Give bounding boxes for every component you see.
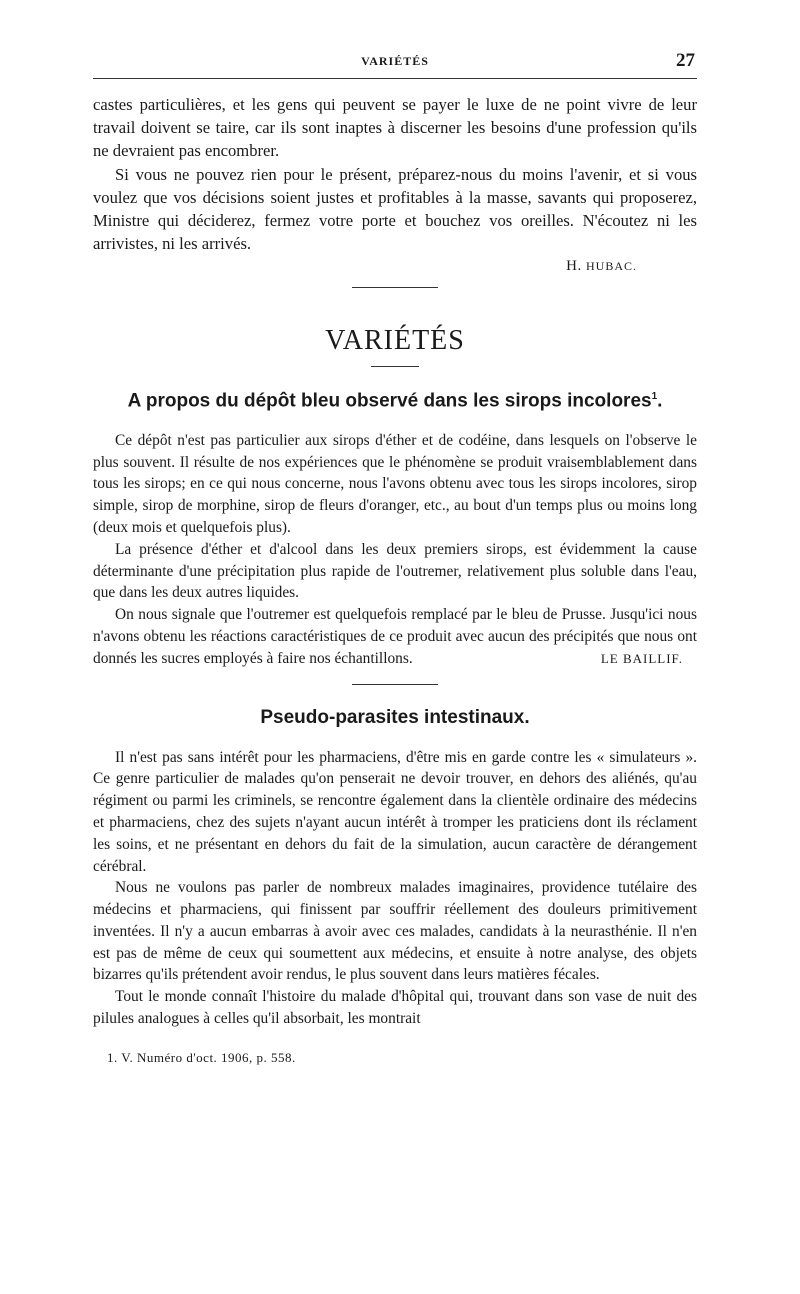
paragraph-text: On nous signale que l'outremer est quelquefois remplacé par le bleu de Prusse. Jusqu'ici nous n'avons obtenu les réactions caractéristiques de ce produit avec aucun des précipités que nous ont donnés les sucres employés à faire nos échantillons. (93, 606, 697, 667)
paragraph: castes particulières, et les gens qui peuvent se payer le luxe de ne point vivre de leur travail doivent se taire, car ils sont inaptes à discerner les besoins d'une profession qu'ils ne devraient pas encombrer. (93, 95, 697, 161)
signature-initial: H. (566, 258, 582, 275)
footnote: 1. V. Numéro d'oct. 1906, p. 558. (107, 1049, 296, 1065)
author-signature (93, 255, 697, 277)
running-head (93, 50, 697, 78)
article-title-text: A propos du dépôt bleu observé dans les sirops incolores (127, 390, 652, 412)
author-signature: LE BAILLIF. (600, 650, 683, 666)
paragraph: Nous ne voulons pas parler de nombreux malades imaginaires, providence tutélaire des médecins et pharmaciens, qui finissent par souffrir réellement des douleurs primitivement inventées. Il n'y a aucun embarras à avoir avec ces malades, candidats à la neurasthénie. Il n'en est pas de même de ceux qui soumettent aux médecins, et ensuite à notre analyse, des objets bizarres qu'ils prétendent avoir rendus, le plus souvent dans leurs matières fécales. (93, 879, 697, 984)
page-number: 27 (676, 50, 695, 71)
paragraph: Si vous ne pouvez rien pour le présent, préparez-nous du moins l'avenir, et si vous voulez que vos décisions soient justes et profitables à la masse, savants qui proposerez, Ministre qui déciderez, fermez votre porte et bouchez vos oreilles. N'écoutez ni les arrivistes, ni les arrivés. (93, 164, 697, 254)
article-title: A propos du dépôt bleu observé dans les sirops incolores$^1$. (127, 390, 663, 412)
paragraph: Il n'est pas sans intérêt pour les pharmaciens, d'être mis en garde contre les « simulateurs ». Ce genre particulier de malades qu'on penserait ne devoir trouver, en dehors des aliénés, qu'au régiment ou parmi les criminels, se rencontre également dans la clientèle ordinaire des médecins et pharmaciens, chez des sujets n'ayant aucun intérêt à tromper les praticiens dont ils réclament les soins, et ne présentant en dehors du fait de la simulation, aucun caractère de dérangement cérébral. (93, 748, 697, 875)
section-title: VARIÉTÉS (325, 325, 465, 357)
signature-name: HUBAC. (585, 259, 637, 274)
article-title: Pseudo-parasites intestinaux. (260, 706, 530, 728)
paragraph: La présence d'éther et d'alcool dans les deux premiers sirops, est évidemment la cause déterminante d'une précipitation plus rapide de l'outremer, relativement plus soluble dans l'eau, que dans les deux autres liquides. (93, 540, 697, 602)
article-body (93, 430, 697, 670)
article-body (93, 747, 697, 1030)
paragraph: Tout le monde connaît l'histoire du malade d'hôpital qui, trouvant dans son vase de nuit des pilules analogues à celles qu'il absorbait, les montrait (93, 988, 697, 1028)
separator-rule (352, 684, 438, 685)
paragraph: Ce dépôt n'est pas particulier aux sirops d'éther et de codéine, dans lesquels on l'observe le plus souvent. Il résulte de nos expériences que le phénomène se produit vraisemblablement dans tous les sirops; en ce qui nous concerne, nous l'avons obtenu avec tous les sirops incolores, sirop simple, sirop de morphine, sirop de fleurs d'oranger, etc., au bout d'un temps plus ou moins long (deux mois et quelquefois plus). (93, 431, 697, 536)
running-title: VARIÉTÉS (361, 54, 429, 68)
header-rule (93, 78, 697, 79)
footnote-mark: 1 (651, 391, 658, 403)
section-rule (371, 366, 419, 367)
continuation-text (93, 93, 697, 277)
separator-rule (352, 287, 438, 288)
paragraph (93, 604, 697, 669)
document-page (93, 50, 697, 1066)
